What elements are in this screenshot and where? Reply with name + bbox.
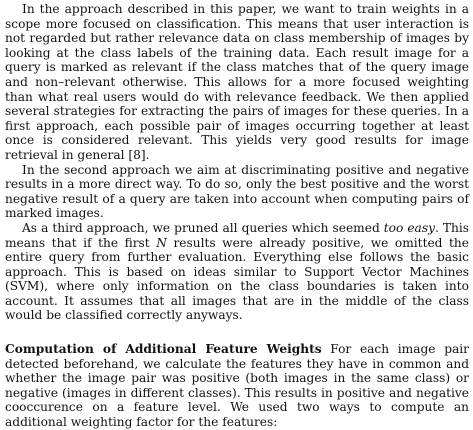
math-variable-n: N xyxy=(156,235,167,250)
third-approach-text-middle: . This means that if the first xyxy=(5,220,469,250)
third-approach-text-end: results were already positive, we omitted the entire query from further evaluation. Everything else follows the basic approach. This is based on ideas similar to Support Vector Machines (SVM), where only information on the class boundaries is taken into account. It assumes that all images that are in the middle of the class would be classified correctly anyways. xyxy=(5,235,469,323)
section-additional-feature-weights xyxy=(5,342,469,430)
paragraph-second-approach: In the second approach we aim at discriminating positive and negative results in a more direct way. To do so, only the best positive and the worst negative result of a query are taken into account when computing pairs of marked images. xyxy=(5,162,469,221)
section-body-text: For each image pair detected beforehand, we calculate the features they have in common and whether the image pair was positive (both images in the same class) or negative (images in different classes). This results in positive and negative cooccurence on a feature level. We used two ways to compute an additional weighting factor for the features: xyxy=(5,342,469,430)
emphasis-too-easy: too easy xyxy=(383,220,435,235)
section-title: Computation of Additional Feature Weights xyxy=(5,342,322,357)
paragraph-training-weights: In the approach described in this paper, we want to train weights in a scope more focused on classification. This means that user interaction is not regarded but rather relevance data on class membership of images by looking at the class labels of the training data. Each result image for a query is marked as relevant if the class matches that of the query image and non–relevant otherwise. This allows for a more focused weighting than what real users would do with relevance feedback. We then applied several strategies for extracting the pairs of images for these queries. In a first approach, each possible pair of images occurring together at least once is considered relevant. This yields very good results for image retrieval in general [8]. xyxy=(5,2,469,162)
paragraph-third-approach xyxy=(5,221,469,323)
third-approach-text-start: As a third approach, we pruned all queries which seemed xyxy=(22,220,384,235)
